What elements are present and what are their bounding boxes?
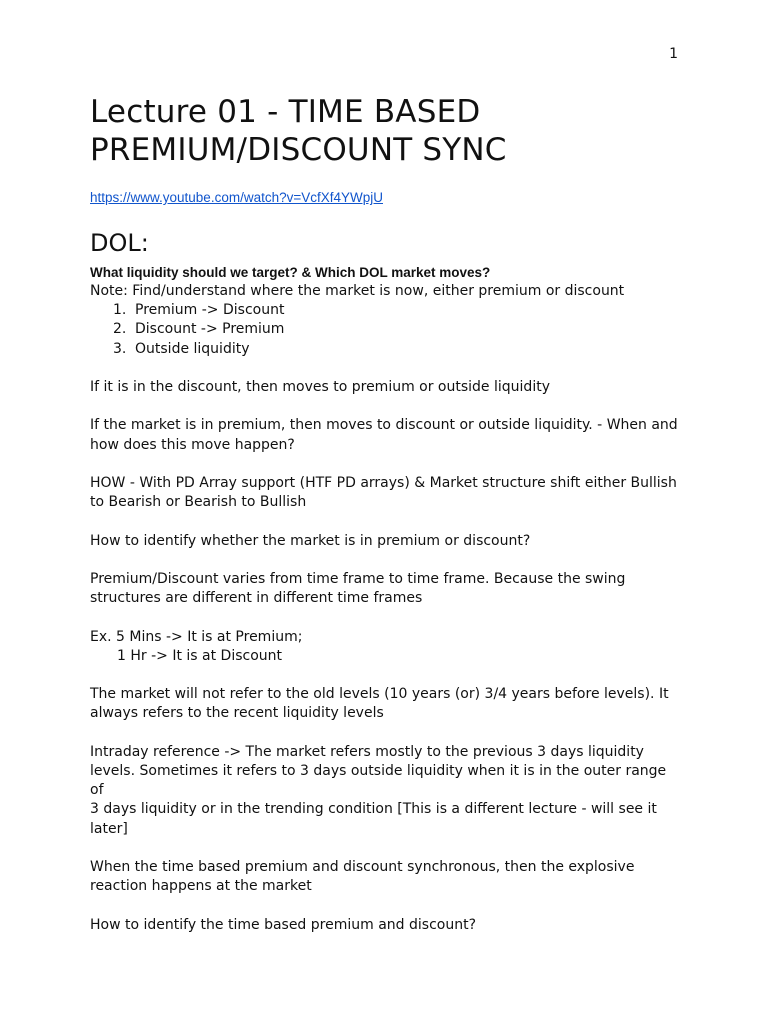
- numbered-list: [90, 301, 682, 359]
- example-line-1: Ex. 5 Mins -> It is at Premium;: [90, 628, 303, 645]
- title-line-1: Lecture 01 - TIME BASED: [90, 94, 481, 130]
- paragraph-intraday-line-1: Intraday reference -> The market refers mostly to the previous 3 days liquidity: [90, 743, 644, 760]
- paragraph-intraday-line-3: 3 days liquidity or in the trending condition [This is a different lecture - will see it: [90, 801, 657, 818]
- paragraph-sync-line-2: reaction happens at the market: [90, 878, 312, 895]
- example-line-2: 1 Hr -> It is at Discount: [117, 647, 283, 664]
- page-title: [90, 93, 682, 169]
- page-number: 1: [669, 46, 678, 62]
- title-line-2: PREMIUM/DISCOUNT SYNC: [90, 132, 507, 168]
- note-text: Note: Find/understand where the market is now, either premium or discount: [90, 283, 625, 299]
- paragraph-intraday-line-4: later]: [90, 820, 128, 837]
- paragraph-intraday-line-2: levels. Sometimes it refers to 3 days outside liquidity when it is in the outer range of: [90, 762, 667, 799]
- list-item: 1. Premium -> Discount: [113, 302, 285, 319]
- list-item: 3. Outside liquidity: [113, 340, 250, 357]
- list-item: 2. Discount -> Premium: [113, 321, 285, 338]
- paragraph-sync-line-1: When the time based premium and discount synchronous, then the explosive: [90, 858, 635, 875]
- paragraph-final-question: How to identify the time based premium and discount?: [90, 916, 476, 933]
- paragraph-levels-line-1: The market will not refer to the old levels (10 years (or) 3/4 years before levels). It: [90, 686, 669, 703]
- youtube-link[interactable]: https://www.youtube.com/watch?v=VcfXf4YWpjU: [90, 190, 383, 205]
- paragraph-levels-line-2: always refers to the recent liquidity levels: [90, 705, 384, 722]
- paragraph-premium-line-2: how does this move happen?: [90, 436, 295, 453]
- paragraph-premium-line-1: If the market is in premium, then moves to discount or outside liquidity. - When and: [90, 417, 678, 434]
- paragraph-timeframe-line-2: structures are different in different time frames: [90, 590, 423, 607]
- question-text: What liquidity should we target? & Which DOL market moves?: [90, 265, 491, 280]
- paragraph-discount: If it is in the discount, then moves to premium or outside liquidity: [90, 379, 550, 395]
- paragraph-how-line-2: to Bearish or Bearish to Bullish: [90, 494, 307, 511]
- document-body: [90, 93, 682, 935]
- paragraph-how-line-1: HOW - With PD Array support (HTF PD arrays) & Market structure shift either Bullish: [90, 474, 677, 491]
- section-heading-dol: DOL:: [90, 229, 149, 257]
- paragraph-timeframe-line-1: Premium/Discount varies from time frame to time frame. Because the swing: [90, 570, 626, 587]
- paragraph-identify-question: How to identify whether the market is in premium or discount?: [90, 532, 531, 549]
